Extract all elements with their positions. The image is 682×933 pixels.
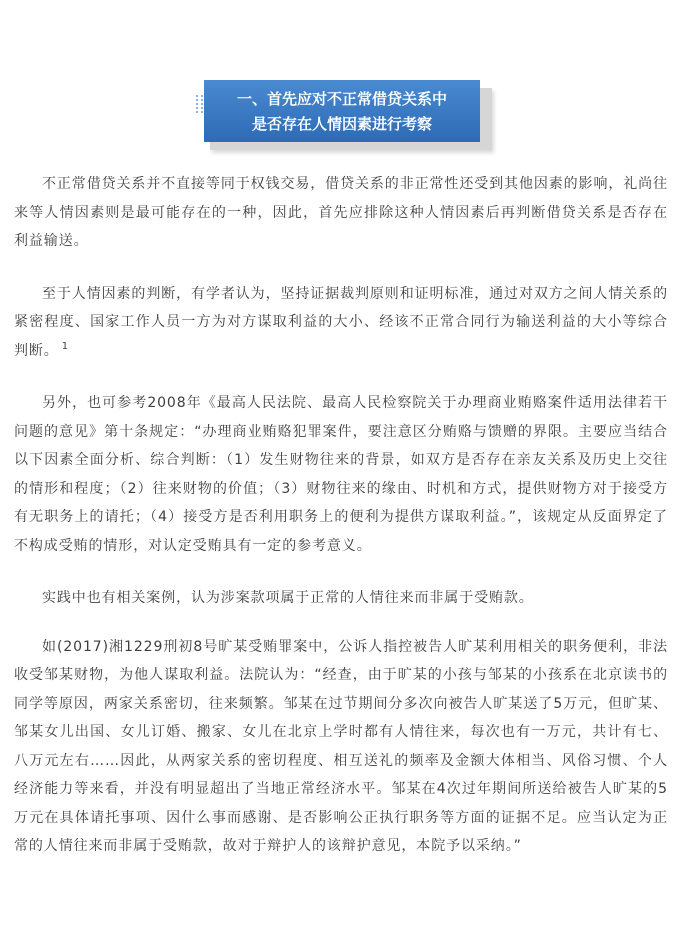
paragraph-2-text: 至于人情因素的判断，有学者认为，坚持证据裁判原则和证明标准，通过对双方之间人情关系的紧密程度、国家工作人员一方为对方谋取利益的大小、经该不正常合同行为输送利益的大小等综合判断。 bbox=[14, 285, 668, 359]
paragraph-3-text: 另外，也可参考2008年《最高人民法院、最高人民检察院关于办理商业贿赂案件适用法律若干问题的意见》第十条规定：“办理商业贿赂犯罪案件，要注意区分贿赂与馈赠的界限。主要应当结合以下因素全面分析、综合判断：（1）发生财物往来的背景，如双方是否存在亲友关系及历史上交往的情形和程度；（2）往来财物的价值；（3）财物往来的缘由、时机和方式，提供财物方对于接受方有无职务上的请托；（4）接受方是否利用职务上的便利为提供方谋取利益。”，该规定从反面界定了不构成受贿的情形，对认定受贿具有一定的参考意义。 bbox=[14, 395, 668, 554]
paragraph-4 bbox=[14, 584, 668, 613]
footnote-marker[interactable]: 1 bbox=[61, 340, 69, 352]
paragraph-5 bbox=[14, 633, 668, 861]
paragraph-2 bbox=[14, 280, 668, 366]
article-body bbox=[14, 170, 668, 885]
paragraph-5-text: 如(2017)湘1229刑初8号旷某受贿罪案中，公诉人指控被告人旷某利用相关的职务便利，非法收受邹某财物，为他人谋取利益。法院认为：“经查，由于旷某的小孩与邹某的小孩系在北京读书的同学等原因，两家关系密切，往来频繁。邹某在过节期间分多次向被告人旷某送了5万元，但旷某、邹某女儿出国、女儿订婚、搬家、女儿在北京上学时都有人情往来，每次也有一万元，共计有七、八万元左右……因此，从两家关系的密切程度、相互送礼的频率及金额大体相当、风俗习惯、个人经济能力等来看，并没有明显超出了当地正常经济水平。邹某在4次过年期间所送给被告人旷某的5万元在具体请托事项、因什么事而感谢、是否影响公正执行职务等方面的证据不足。应当认定为正常的人情往来而非属于受贿款，故对于辩护人的该辩护意见，本院予以采纳。” bbox=[14, 638, 668, 854]
heading-line-1: 一、首先应对不正常借贷关系中 bbox=[236, 90, 447, 108]
paragraph-1-text: 不正常借贷关系并不直接等同于权钱交易，借贷关系的非正常性还受到其他因素的影响，礼尚往来等人情因素则是最可能存在的一种，因此，首先应排除这种人情因素后再判断借贷关系是否存在利益输送。 bbox=[14, 176, 668, 249]
heading-line-2: 是否存在人情因素进行考察 bbox=[251, 115, 432, 133]
section-heading bbox=[196, 78, 492, 150]
heading-banner bbox=[204, 80, 480, 142]
paragraph-1 bbox=[14, 170, 668, 256]
paragraph-3 bbox=[14, 389, 668, 560]
paragraph-4-text: 实践中也有相关案例，认为涉案款项属于正常的人情往来而非属于受贿款。 bbox=[42, 590, 534, 606]
